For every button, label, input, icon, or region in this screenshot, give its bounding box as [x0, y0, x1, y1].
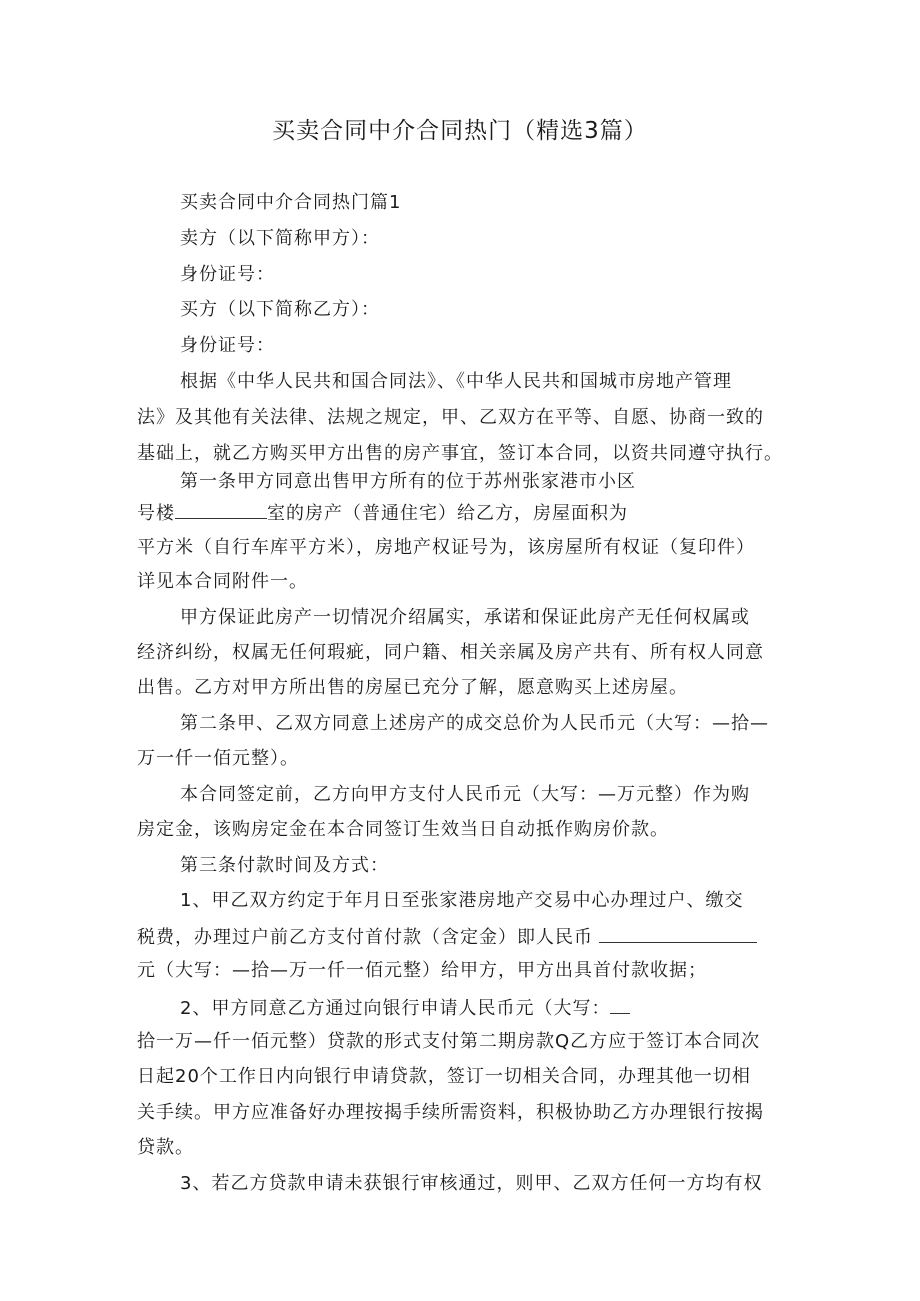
paragraph-line: 经济纠纷，权属无任何瑕疵，同户籍、相关亲属及房产共有、所有权人同意: [137, 642, 764, 663]
paragraph-line: 3、若乙方贷款申请未获银行审核通过，则甲、乙双方任何一方均有权: [180, 1173, 763, 1194]
buyer-label: 买方（以下简称乙方）：: [180, 299, 380, 320]
paragraph-line: 贷款。: [137, 1137, 194, 1158]
blank-underline: [599, 924, 757, 943]
paragraph-line: 详见本合同附件一。: [137, 571, 308, 592]
payment-text: 税费，办理过户前乙方支付首付款（含定金）即人民币: [137, 927, 593, 948]
buyer-id-label: 身份证号：: [180, 335, 275, 356]
paragraph-line: 平方米（自行车库平方米），房地产权证号为，该房屋所有权证（复印件）: [137, 537, 755, 558]
paragraph-line: 出售。乙方对甲方所出售的房屋已充分了解，愿意购买上述房屋。: [137, 677, 688, 698]
blank-underline: [175, 500, 267, 519]
seller-id-label: 身份证号：: [180, 264, 275, 285]
paragraph-line: 甲方保证此房产一切情况介绍属实，承诺和保证此房产无任何权属或: [180, 607, 750, 628]
seller-label: 卖方（以下简称甲方）：: [180, 228, 380, 249]
paragraph-line: 第二条甲、乙双方同意上述房产的成交总价为人民币元（大写：—拾—: [180, 713, 769, 734]
paragraph-line: 本合同签定前，乙方向甲方支付人民币元（大写：—万元整）作为购: [180, 784, 750, 805]
paragraph-line: 法》及其他有关法律、法规之规定，甲、乙双方在平等、自愿、协商一致的: [137, 407, 764, 428]
paragraph-line: 拾一万—仟一佰元整）贷款的形式支付第二期房款Q乙方应于签订本合同次: [137, 1031, 761, 1052]
building-label: 号楼: [137, 503, 175, 524]
section-heading: 买卖合同中介合同热门篇1: [180, 192, 402, 213]
paragraph-line: 基础上，就乙方购买甲方出售的房产事宜，签订本合同，以资共同遵守执行。: [137, 443, 783, 464]
room-text: 室的房产（普通住宅）给乙方，房屋面积为: [267, 503, 628, 524]
paragraph-line: 关手续。甲方应准备好办理按揭手续所需资料，积极协助乙方办理银行按揭: [137, 1102, 764, 1123]
paragraph-line: 根据《中华人民共和国合同法》、《中华人民共和国城市房地产管理: [180, 371, 732, 392]
paragraph-line: [137, 500, 628, 526]
paragraph-line: [180, 995, 630, 1021]
paragraph-line: [137, 924, 757, 950]
loan-text: 2、甲方同意乙方通过向银行申请人民币元（大写：: [180, 998, 611, 1019]
paragraph-line: 房定金，该购房定金在本合同签订生效当日自动抵作购房价款。: [137, 819, 669, 840]
paragraph-line: 日起20个工作日内向银行申请贷款，签订一切相关合同，办理其他一切相: [137, 1066, 751, 1087]
paragraph-line: 1、甲乙双方约定于年月日至张家港房地产交易中心办理过户、缴交: [180, 890, 744, 911]
document-title: 买卖合同中介合同热门（精选3篇）: [272, 118, 648, 144]
blank-underline: [610, 995, 630, 1014]
paragraph-line: 万一仟一佰元整）。: [137, 748, 299, 769]
paragraph-line: 第一条甲方同意出售甲方所有的位于苏州张家港市小区: [180, 471, 636, 492]
paragraph-line: 元（大写：—拾—万一仟一佰元整）给甲方，甲方出具首付款收据；: [137, 960, 707, 981]
paragraph-line: 第三条付款时间及方式：: [180, 855, 389, 876]
